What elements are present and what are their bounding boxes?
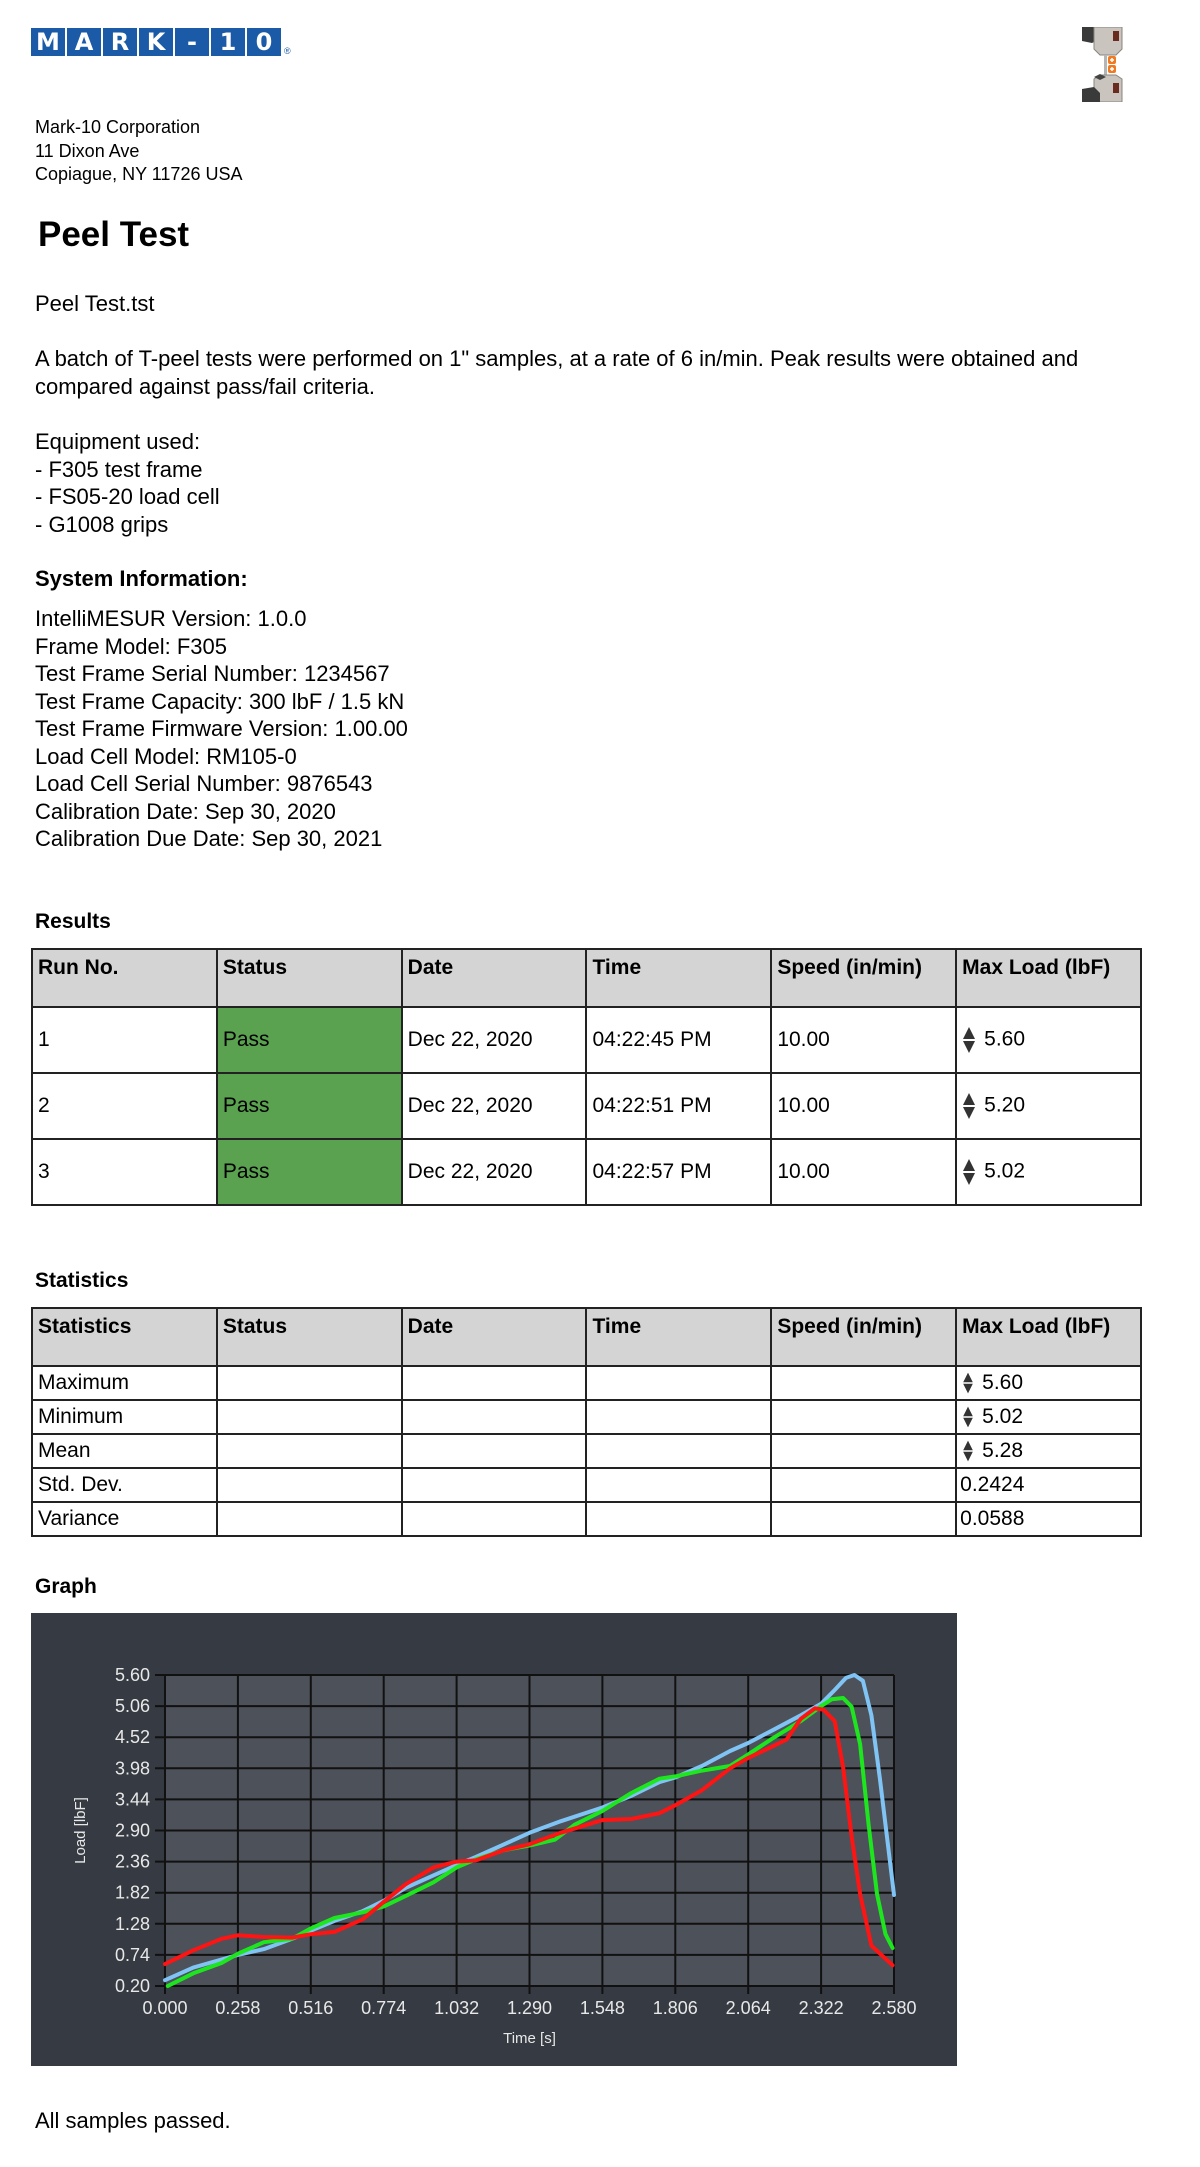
max-load-value: 5.60	[982, 1370, 1024, 1394]
system-info-line: Test Frame Capacity: 300 lbF / 1.5 kN	[35, 688, 405, 714]
statistic-label: Variance	[32, 1502, 217, 1536]
y-tick-label: 5.06	[114, 1696, 150, 1717]
logo-letter: A	[67, 28, 101, 56]
address-line: 11 Dixon Ave	[35, 140, 140, 161]
logo-letter: K	[139, 28, 173, 56]
y-tick-label: 2.36	[114, 1851, 150, 1872]
empty-cell	[402, 1400, 587, 1434]
test-frame-icon	[1082, 27, 1128, 102]
empty-cell	[217, 1400, 402, 1434]
address-line: Copiague, NY 11726 USA	[35, 164, 243, 184]
up-down-arrows-icon	[962, 1157, 976, 1187]
results-table	[31, 948, 1142, 1206]
y-tick-label: 0.74	[114, 1944, 150, 1965]
x-axis-label: Time [s]	[503, 2030, 556, 2047]
y-tick-label: 0.20	[114, 1976, 150, 1996]
max-load-cell	[956, 1139, 1141, 1205]
y-tick-label: 1.82	[114, 1882, 150, 1903]
equipment-list	[35, 428, 220, 538]
max-load-cell	[956, 1007, 1141, 1073]
table-row	[32, 1366, 1141, 1400]
system-info-line: Load Cell Serial Number: 9876543	[35, 771, 373, 796]
table-row	[32, 1468, 1141, 1502]
system-info-line: Test Frame Firmware Version: 1.00.00	[35, 716, 408, 741]
x-tick-label: 0.516	[288, 1998, 334, 2018]
system-info-line: Load Cell Model: RM105-0	[35, 743, 297, 769]
max-load-value: 5.02	[982, 1404, 1024, 1428]
max-load-value: 0.2424	[956, 1468, 1141, 1502]
system-info-line: Frame Model: F305	[35, 633, 227, 659]
empty-cell	[771, 1400, 956, 1434]
table-row	[32, 1073, 1141, 1139]
table-row	[32, 1502, 1141, 1536]
graph-heading: Graph	[35, 1575, 97, 1598]
system-info-line: Calibration Due Date: Sep 30, 2021	[35, 826, 383, 851]
statistics-heading: Statistics	[35, 1269, 129, 1292]
empty-cell	[217, 1434, 402, 1468]
system-info-line: Calibration Date: Sep 30, 2020	[35, 798, 336, 824]
y-tick-label: 3.98	[114, 1758, 150, 1779]
x-tick-label: 0.258	[215, 1998, 261, 2018]
x-tick-label: 0.774	[361, 1998, 407, 2018]
table-header-row	[32, 1308, 1141, 1366]
load-time-chart	[31, 1613, 957, 2066]
table-header-row	[32, 949, 1141, 1007]
system-info-heading: System Information:	[35, 566, 248, 591]
x-tick-label: 0.000	[142, 1998, 188, 2018]
column-header: Speed (in/min)	[771, 949, 956, 1007]
table-row	[32, 1139, 1141, 1205]
up-down-arrows-icon	[962, 1025, 976, 1055]
run-date: Dec 22, 2020	[402, 1073, 587, 1139]
table-row	[32, 1400, 1141, 1434]
run-speed: 10.00	[771, 1073, 956, 1139]
max-load-value: 5.60	[984, 1027, 1026, 1051]
column-header: Date	[402, 949, 587, 1007]
empty-cell	[586, 1502, 771, 1536]
statistics-table	[31, 1307, 1142, 1537]
test-description: A batch of T-peel tests were performed on 1" samples, at a rate of 6 in/min. Peak results were obtained and compared against pass/fail criteria.	[35, 346, 1079, 399]
run-number: 1	[32, 1007, 217, 1073]
graph-panel	[31, 1613, 957, 2066]
max-load-value: 0.0588	[956, 1502, 1141, 1536]
logo-letter: 1	[211, 28, 245, 56]
x-tick-label: 1.548	[579, 1998, 625, 2018]
empty-cell	[771, 1502, 956, 1536]
x-tick-label: 1.290	[506, 1998, 553, 2018]
empty-cell	[402, 1468, 587, 1502]
up-down-arrows-icon	[962, 1405, 974, 1429]
company-address	[35, 116, 242, 187]
address-line: Mark-10 Corporation	[35, 117, 201, 137]
x-tick-label: 2.580	[871, 1998, 917, 2018]
column-header: Time	[586, 949, 771, 1007]
y-tick-label: 1.28	[114, 1913, 150, 1934]
max-load-value: 5.20	[984, 1093, 1026, 1117]
max-load-cell	[956, 1366, 1141, 1400]
column-header: Max Load (lbF)	[956, 1308, 1141, 1366]
run-time: 04:22:45 PM	[586, 1007, 771, 1073]
column-header: Date	[402, 1308, 587, 1366]
logo-letter: 0	[247, 28, 281, 56]
y-tick-label: 5.60	[114, 1665, 150, 1685]
equipment-heading: Equipment used:	[35, 429, 201, 454]
y-axis-ticks	[115, 1665, 150, 1996]
max-load-cell	[956, 1400, 1141, 1434]
equipment-item: - G1008 grips	[35, 511, 169, 537]
up-down-arrows-icon	[962, 1091, 976, 1121]
run-speed: 10.00	[771, 1007, 956, 1073]
empty-cell	[586, 1400, 771, 1434]
run-number: 3	[32, 1139, 217, 1205]
equipment-item: - F305 test frame	[35, 456, 203, 482]
empty-cell	[586, 1434, 771, 1468]
mark-10-logo	[31, 28, 291, 56]
status-badge: Pass	[217, 1073, 402, 1139]
logo-letter: -	[175, 28, 209, 56]
table-row	[32, 1007, 1141, 1073]
max-load-value: 5.02	[984, 1159, 1026, 1183]
run-speed: 10.00	[771, 1139, 956, 1205]
statistic-label: Minimum	[32, 1400, 217, 1434]
system-info-line: IntelliMESUR Version: 1.0.0	[35, 606, 307, 631]
logo-letter: R	[103, 28, 137, 56]
max-load-value: 5.28	[982, 1438, 1024, 1462]
run-date: Dec 22, 2020	[402, 1139, 587, 1205]
y-axis-label: Load [lbF]	[72, 1797, 89, 1864]
column-header: Max Load (lbF)	[956, 949, 1141, 1007]
empty-cell	[217, 1502, 402, 1536]
run-time: 04:22:51 PM	[586, 1073, 771, 1139]
run-number: 2	[32, 1073, 217, 1139]
column-header: Run No.	[32, 949, 217, 1007]
x-axis-ticks	[142, 1998, 916, 2018]
y-tick-label: 4.52	[114, 1727, 150, 1748]
page-title: Peel Test	[38, 215, 190, 254]
column-header: Status	[217, 949, 402, 1007]
x-tick-label: 2.322	[798, 1998, 844, 2018]
statistic-label: Mean	[32, 1434, 217, 1468]
column-header: Speed (in/min)	[771, 1308, 956, 1366]
column-header: Time	[586, 1308, 771, 1366]
status-badge: Pass	[217, 1139, 402, 1205]
test-filename: Peel Test.tst	[35, 291, 155, 316]
system-info-list	[35, 605, 408, 853]
empty-cell	[217, 1468, 402, 1502]
y-tick-label: 3.44	[114, 1789, 150, 1810]
x-tick-label: 1.806	[652, 1998, 698, 2018]
y-tick-label: 2.90	[114, 1820, 150, 1841]
statistic-label: Maximum	[32, 1366, 217, 1400]
empty-cell	[771, 1366, 956, 1400]
equipment-item: - FS05-20 load cell	[35, 484, 220, 509]
conclusion-text: All samples passed.	[35, 2108, 231, 2133]
logo-letter: M	[31, 28, 65, 56]
empty-cell	[586, 1366, 771, 1400]
x-tick-label: 1.032	[434, 1998, 480, 2018]
max-load-cell	[956, 1434, 1141, 1468]
run-date: Dec 22, 2020	[402, 1007, 587, 1073]
max-load-cell	[956, 1073, 1141, 1139]
empty-cell	[402, 1434, 587, 1468]
empty-cell	[402, 1366, 587, 1400]
empty-cell	[771, 1468, 956, 1502]
empty-cell	[771, 1434, 956, 1468]
empty-cell	[217, 1366, 402, 1400]
up-down-arrows-icon	[962, 1439, 974, 1463]
up-down-arrows-icon	[962, 1371, 974, 1395]
empty-cell	[586, 1468, 771, 1502]
statistic-label: Std. Dev.	[32, 1468, 217, 1502]
column-header: Statistics	[32, 1308, 217, 1366]
status-badge: Pass	[217, 1007, 402, 1073]
system-info-line: Test Frame Serial Number: 1234567	[35, 661, 390, 686]
column-header: Status	[217, 1308, 402, 1366]
x-tick-label: 2.064	[725, 1998, 771, 2018]
table-row	[32, 1434, 1141, 1468]
results-heading: Results	[35, 910, 111, 933]
run-time: 04:22:57 PM	[586, 1139, 771, 1205]
empty-cell	[402, 1502, 587, 1536]
registered-mark: ®	[284, 46, 291, 56]
